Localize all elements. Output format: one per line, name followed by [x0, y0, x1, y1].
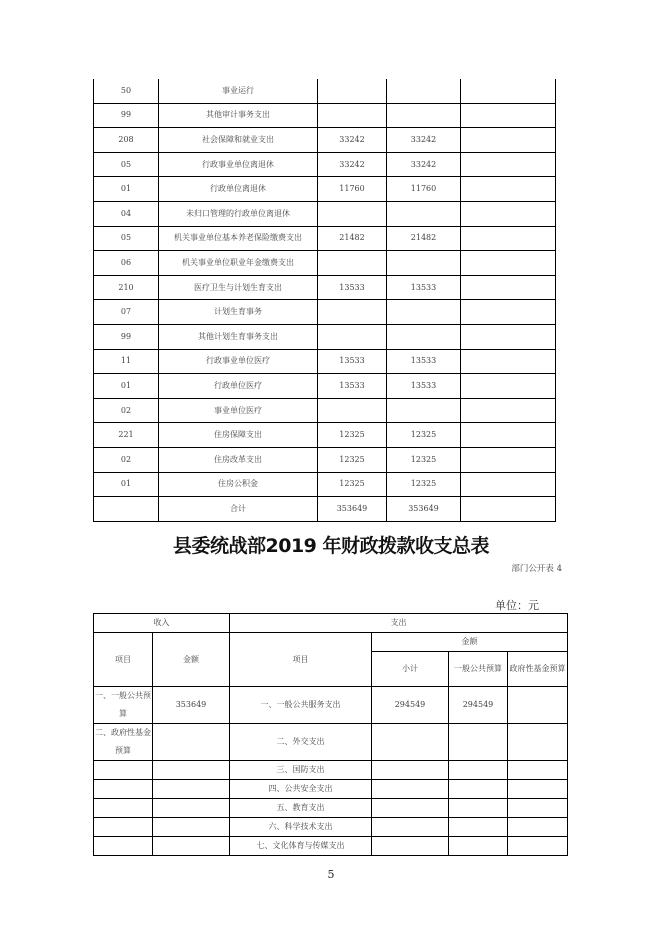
cell-name: 住房公积金 — [159, 472, 318, 497]
table-row — [94, 103, 556, 128]
cell-name: 行政单位离退休 — [159, 177, 318, 202]
cell-name: 机关事业单位职业年金缴费支出 — [159, 251, 318, 276]
cell-name: 事业单位医疗 — [159, 398, 318, 423]
cell-subtotal — [372, 799, 449, 818]
table-row — [94, 275, 556, 300]
cell-general — [449, 780, 508, 799]
expense-header: 支出 — [230, 614, 568, 633]
cell-subtotal — [372, 837, 449, 856]
general-budget-header: 一般公共预算 — [449, 652, 508, 687]
cell-subtotal: 294549 — [372, 687, 449, 724]
cell-name: 机关事业单位基本养老保险缴费支出 — [159, 226, 318, 251]
table-row — [94, 687, 568, 724]
cell-exp-item: 六、科学技术支出 — [230, 818, 372, 837]
cell-total — [318, 79, 387, 103]
cell-inc-item — [94, 780, 153, 799]
cell-inc-amount — [153, 837, 230, 856]
cell-general — [387, 79, 461, 103]
cell-general: 12325 — [387, 447, 461, 472]
cell-fund — [461, 300, 556, 325]
cell-total: 33242 — [318, 152, 387, 177]
cell-fund — [508, 724, 568, 761]
income-item-header: 项目 — [94, 633, 153, 687]
cell-fund — [461, 398, 556, 423]
cell-general: 33242 — [387, 128, 461, 153]
table-row — [94, 761, 568, 780]
cell-general: 12325 — [387, 472, 461, 497]
cell-fund — [461, 226, 556, 251]
cell-fund — [508, 799, 568, 818]
cell-total: 12325 — [318, 472, 387, 497]
cell-total — [318, 398, 387, 423]
cell-code: 11 — [94, 349, 159, 374]
fiscal-summary-table — [93, 613, 568, 856]
cell-general: 13533 — [387, 374, 461, 399]
cell-fund — [461, 324, 556, 349]
cell-general — [387, 201, 461, 226]
cell-total — [318, 103, 387, 128]
table-row — [94, 724, 568, 761]
table-row — [94, 79, 556, 103]
cell-name: 未归口管理的行政单位离退休 — [159, 201, 318, 226]
cell-inc-amount — [153, 724, 230, 761]
cell-inc-item — [94, 761, 153, 780]
cell-code: 01 — [94, 374, 159, 399]
table-row — [94, 799, 568, 818]
cell-general — [449, 818, 508, 837]
cell-name: 事业运行 — [159, 79, 318, 103]
cell-code: 05 — [94, 226, 159, 251]
expense-item-header: 项目 — [230, 633, 372, 687]
table-row — [94, 226, 556, 251]
table-row — [94, 497, 556, 522]
table-row — [94, 818, 568, 837]
cell-code: 04 — [94, 201, 159, 226]
cell-general: 294549 — [449, 687, 508, 724]
cell-exp-item: 三、国防支出 — [230, 761, 372, 780]
cell-subtotal — [372, 724, 449, 761]
table-row — [94, 324, 556, 349]
table-row — [94, 300, 556, 325]
cell-general — [387, 300, 461, 325]
cell-exp-item: 四、公共安全支出 — [230, 780, 372, 799]
page-number: 5 — [327, 868, 335, 881]
cell-general — [387, 398, 461, 423]
cell-code: 02 — [94, 398, 159, 423]
cell-fund — [461, 349, 556, 374]
cell-name: 合计 — [159, 497, 318, 522]
cell-general: 21482 — [387, 226, 461, 251]
cell-general — [387, 324, 461, 349]
cell-total: 12325 — [318, 423, 387, 448]
cell-total: 21482 — [318, 226, 387, 251]
table-row — [94, 423, 556, 448]
table-row — [94, 472, 556, 497]
cell-name: 计划生育事务 — [159, 300, 318, 325]
cell-code: 02 — [94, 447, 159, 472]
cell-total — [318, 300, 387, 325]
cell-fund — [508, 780, 568, 799]
cell-fund — [461, 152, 556, 177]
cell-fund — [461, 103, 556, 128]
cell-fund — [461, 423, 556, 448]
table-number: 部门公开表 4 — [511, 564, 562, 574]
cell-name: 住房保障支出 — [159, 423, 318, 448]
cell-name: 其他计划生育事务支出 — [159, 324, 318, 349]
cell-fund — [461, 251, 556, 276]
cell-inc-item: 二、政府性基金预算 — [94, 724, 153, 761]
cell-name: 行政事业单位医疗 — [159, 349, 318, 374]
cell-fund — [508, 837, 568, 856]
cell-code: 208 — [94, 128, 159, 153]
cell-total: 33242 — [318, 128, 387, 153]
cell-total — [318, 324, 387, 349]
table-row — [94, 128, 556, 153]
cell-total: 12325 — [318, 447, 387, 472]
cell-name: 行政单位医疗 — [159, 374, 318, 399]
table-row — [94, 251, 556, 276]
cell-inc-amount — [153, 799, 230, 818]
cell-total — [318, 201, 387, 226]
cell-name: 医疗卫生与计划生育支出 — [159, 275, 318, 300]
cell-general: 353649 — [387, 497, 461, 522]
cell-inc-item: 一、一般公共预算 — [94, 687, 153, 724]
cell-inc-item — [94, 837, 153, 856]
expense-amount-header: 金额 — [372, 633, 568, 652]
cell-fund — [461, 177, 556, 202]
cell-fund — [508, 761, 568, 780]
cell-general — [449, 799, 508, 818]
table-row — [94, 201, 556, 226]
unit-label: 单位：元 — [495, 599, 539, 612]
cell-inc-amount — [153, 818, 230, 837]
cell-total: 13533 — [318, 349, 387, 374]
income-header: 收入 — [94, 614, 230, 633]
cell-general — [449, 837, 508, 856]
cell-fund — [461, 275, 556, 300]
cell-code: 50 — [94, 79, 159, 103]
cell-code: 06 — [94, 251, 159, 276]
subtotal-header: 小计 — [372, 652, 449, 687]
cell-exp-item: 五、教育支出 — [230, 799, 372, 818]
cell-fund — [461, 447, 556, 472]
cell-general: 13533 — [387, 275, 461, 300]
cell-subtotal — [372, 761, 449, 780]
cell-fund — [508, 818, 568, 837]
cell-code: 210 — [94, 275, 159, 300]
expenditure-detail-table — [93, 79, 556, 522]
cell-general — [387, 251, 461, 276]
cell-total — [318, 251, 387, 276]
table-row — [94, 398, 556, 423]
cell-exp-item: 二、外交支出 — [230, 724, 372, 761]
cell-inc-amount — [153, 780, 230, 799]
cell-code: 01 — [94, 472, 159, 497]
cell-name: 其他审计事务支出 — [159, 103, 318, 128]
cell-code: 07 — [94, 300, 159, 325]
cell-general — [387, 103, 461, 128]
cell-subtotal — [372, 818, 449, 837]
fund-budget-header: 政府性基金预算 — [508, 652, 568, 687]
cell-fund — [461, 497, 556, 522]
cell-exp-item: 一、一般公共服务支出 — [230, 687, 372, 724]
page-title: 县委统战部2019 年财政拨款收支总表 — [173, 535, 489, 557]
cell-general — [449, 724, 508, 761]
cell-exp-item: 七、文化体育与传媒支出 — [230, 837, 372, 856]
cell-inc-amount: 353649 — [153, 687, 230, 724]
cell-fund — [461, 201, 556, 226]
table-row — [94, 837, 568, 856]
table-row — [94, 780, 568, 799]
cell-inc-amount — [153, 761, 230, 780]
table-row — [94, 152, 556, 177]
cell-code: 99 — [94, 324, 159, 349]
cell-fund — [461, 374, 556, 399]
cell-subtotal — [372, 780, 449, 799]
cell-code: 221 — [94, 423, 159, 448]
income-amount-header: 金额 — [153, 633, 230, 687]
cell-code: 01 — [94, 177, 159, 202]
table-row — [94, 447, 556, 472]
cell-general: 33242 — [387, 152, 461, 177]
cell-general: 13533 — [387, 349, 461, 374]
cell-fund — [461, 472, 556, 497]
cell-fund — [461, 128, 556, 153]
table-row — [94, 177, 556, 202]
cell-fund — [508, 687, 568, 724]
cell-total: 353649 — [318, 497, 387, 522]
cell-name: 住房改革支出 — [159, 447, 318, 472]
cell-total: 13533 — [318, 275, 387, 300]
cell-fund — [461, 79, 556, 103]
cell-code — [94, 497, 159, 522]
cell-total: 11760 — [318, 177, 387, 202]
cell-code: 05 — [94, 152, 159, 177]
cell-inc-item — [94, 818, 153, 837]
cell-name: 社会保障和就业支出 — [159, 128, 318, 153]
table-row — [94, 374, 556, 399]
cell-total: 13533 — [318, 374, 387, 399]
table-row — [94, 349, 556, 374]
cell-general: 11760 — [387, 177, 461, 202]
cell-general: 12325 — [387, 423, 461, 448]
cell-code: 99 — [94, 103, 159, 128]
cell-general — [449, 761, 508, 780]
cell-name: 行政事业单位离退休 — [159, 152, 318, 177]
cell-inc-item — [94, 799, 153, 818]
